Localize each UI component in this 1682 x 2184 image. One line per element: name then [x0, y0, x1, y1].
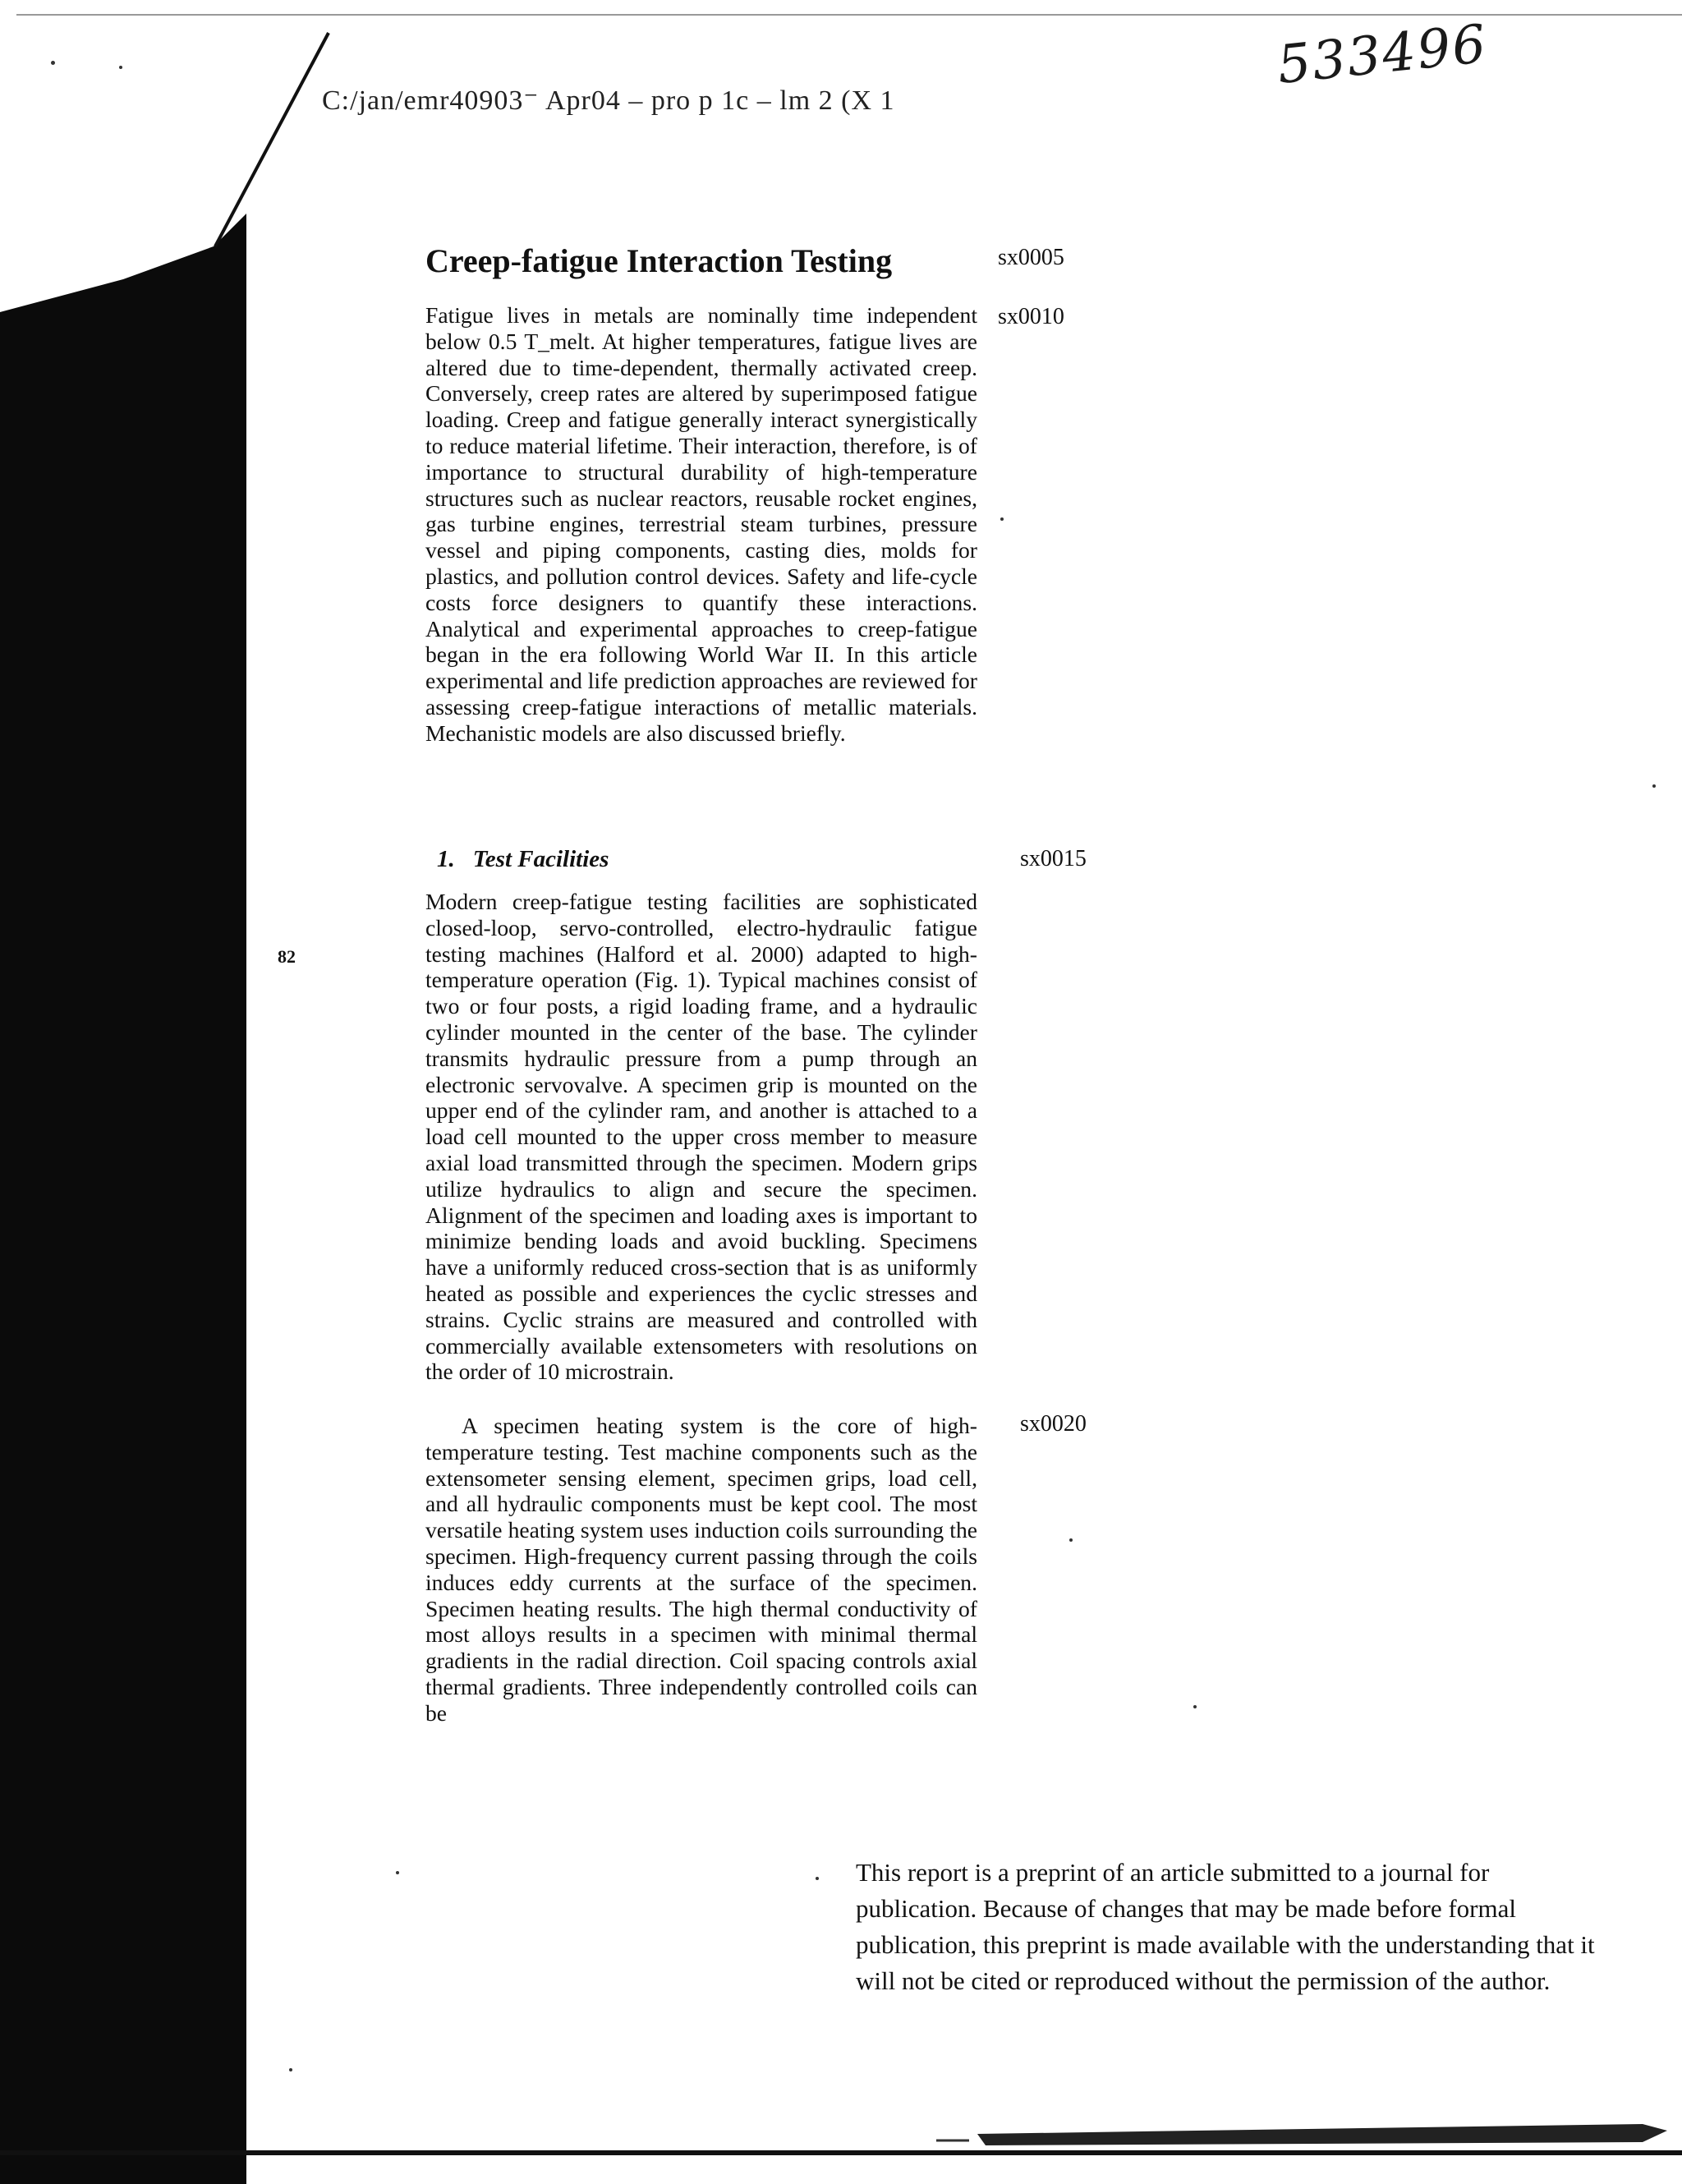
scan-speck: [816, 1877, 819, 1880]
section-number: 1.: [437, 846, 455, 872]
section-heading: [437, 846, 609, 873]
intro-text: Fatigue lives in metals are nominally time independent below 0.5 T_melt. At higher temperatures, fatigue lives are altered due to time-dependent, thermally activated creep. Conversely, creep rates are altered by superimposed fatigue loading. Creep and fatigue generally interact synergistically to reduce material lifetime. Their interaction, therefore, is of importance to structural durability of high-temperature structures such as nuclear reactors, reusable rocket engines, gas turbine engines, terrestrial steam turbines, pressure vessel and piping components, casting dies, molds for plastics, and pollution control devices. Safety and life-cycle costs force designers to quantify these interactions. Analytical and experimental approaches to creep-fatigue began in the era following World War II. In this article experimental and life prediction approaches are reviewed for assessing creep-fatigue interactions of metallic materials. Mechanistic models are also discussed briefly.: [425, 302, 977, 746]
scan-speck: [1193, 1705, 1197, 1708]
section-code: sx0015: [1020, 846, 1087, 871]
section-paragraph-1: [425, 889, 977, 1385]
scan-speck: [289, 2068, 292, 2071]
section-paragraph-1-text: Modern creep-fatigue testing facilities are sophisticated closed-loop, servo-controlled, electro-hydraulic fatigue testing machines (Halford et al. 2000) adapted to high-temperature operation (Fig. 1). Typical machines consist of two or four posts, a rigid loading frame, and a hydraulic cylinder mounted in the center of the base. The cylinder transmits hydraulic pressure from a pump through an electronic servovalve. A specimen grip is mounted on the upper end of the cylinder ram, and another is attached to a load cell mounted to the upper cross member to measure axial load transmitted through the specimen. Modern grips utilize hydraulics to align and secure the specimen. Alignment of the specimen and loading axes is important to minimize bending loads and avoid buckling. Specimens have a uniformly reduced cross-section that is as uniformly heated as possible and experiences the cyclic stresses and strains. Cyclic strains are measured and controlled with commercially available extensometers with resolutions on the order of 10 microstrain.: [425, 889, 977, 1385]
intro-paragraph: [425, 302, 977, 747]
preprint-disclaimer: This report is a preprint of an article submitted to a journal for publication. Because of changes that may be made before formal publication, this preprint is made available with the understanding that it will not be cited or reproduced without the permission of the author.: [856, 1858, 1595, 1995]
bottom-scan-line: [0, 2150, 1682, 2155]
article-title: Creep-fatigue Interaction Testing: [425, 242, 893, 279]
margin-page-number: 82: [278, 946, 296, 967]
scan-speck: [119, 66, 122, 69]
intro-code: sx0010: [998, 304, 1064, 329]
handwritten-document-number: 533496: [1274, 13, 1491, 97]
scan-speck: [396, 1871, 399, 1874]
scan-speck: [1652, 784, 1656, 788]
section-title: Test Facilities: [472, 846, 609, 872]
paragraph-2-code: sx0020: [1020, 1411, 1087, 1437]
title-code: sx0005: [998, 245, 1064, 270]
section-paragraph-2: [425, 1413, 977, 1727]
scan-speck: [1069, 1538, 1073, 1542]
file-path-header: C:/jan/emr40903⁻ Apr04 – pro p 1c – lm 2 (X 1: [322, 85, 895, 116]
scan-speck: [1000, 517, 1004, 521]
bottom-scan-artifact: [936, 2093, 1682, 2150]
scan-speck: [51, 61, 55, 65]
section-paragraph-2-text: A specimen heating system is the core of high-temperature testing. Test machine components such as the extensometer sensing element, specimen grips, load cell, and all hydraulic components must be kept cool. The most versatile heating system uses induction coils surrounding the specimen. High-frequency current passing through the coils induces eddy currents at the surface of the specimen. Specimen heating results. The high thermal conductivity of most alloys results in a specimen with minimal thermal gradients in the radial direction. Coil spacing controls axial thermal gradients. Three independently controlled coils can be: [425, 1413, 977, 1726]
